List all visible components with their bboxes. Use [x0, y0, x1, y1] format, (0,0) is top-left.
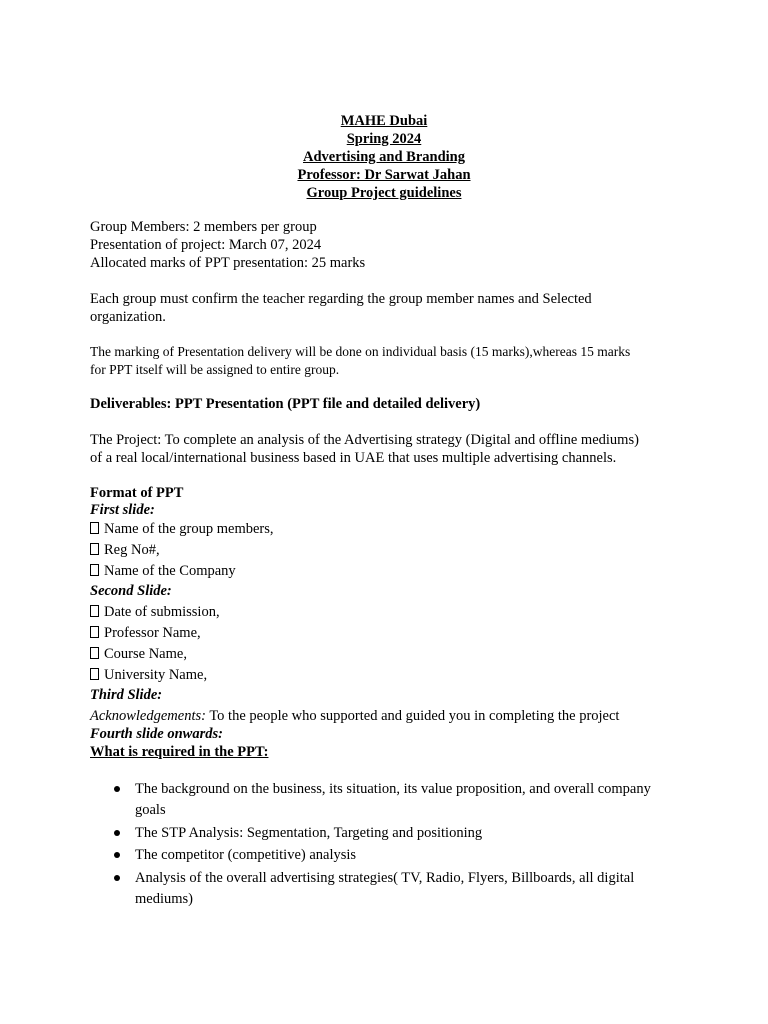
presentation-date-text: Presentation of project: March 07, 2024: [90, 237, 322, 253]
second-slide-label: Second Slide:: [90, 583, 172, 600]
header-institution: MAHE Dubai: [340, 113, 428, 129]
project-line-1: The Project: To complete an analysis of the Advertising strategy (Digital and offline mediums): [90, 432, 639, 448]
acknowledgements-label: Acknowledgements:: [90, 708, 206, 725]
checkbox-icon: [90, 668, 99, 680]
list-item: The STP Analysis: Segmentation, Targeting and positioning: [112, 823, 692, 844]
marking-line-2: for PPT itself will be assigned to entire group.: [90, 362, 340, 377]
project-line-2: of a real local/international business based in UAE that uses multiple advertising channels.: [90, 450, 617, 466]
marking-line-1: The marking of Presentation delivery will be done on individual basis (15 marks),whereas 15 marks: [90, 344, 631, 359]
first-slide-item: Name of the group members,: [90, 519, 690, 540]
acknowledgements-line: [90, 706, 690, 726]
acknowledgements-text: To the people who supported and guided you in completing the project: [205, 708, 620, 725]
first-slide-label: First slide:: [90, 502, 155, 518]
list-item: Analysis of the overall advertising strategies( TV, Radio, Flyers, Billboards, all digital mediums): [112, 868, 692, 910]
project-paragraph: [90, 431, 690, 467]
third-slide-label: Third Slide:: [90, 687, 163, 704]
document-header: [0, 112, 768, 202]
header-title: Group Project guidelines: [306, 185, 462, 201]
second-slide-item: Professor Name,: [90, 623, 690, 644]
required-heading: What is required in the PPT:: [90, 744, 269, 761]
bullet-icon: [114, 875, 120, 881]
confirm-line-2: organization.: [90, 309, 166, 325]
second-slide-item: Course Name,: [90, 644, 690, 665]
checkbox-icon: [90, 522, 99, 534]
project-info: [90, 218, 690, 272]
first-slide-item: Name of the Company: [90, 561, 690, 582]
list-item: The background on the business, its situation, its value proposition, and overall company goals: [112, 779, 692, 821]
bullet-icon: [114, 830, 120, 836]
header-term: Spring 2024: [346, 131, 422, 147]
allocated-marks-text: Allocated marks of PPT presentation: 25 marks: [90, 255, 366, 271]
marking-paragraph: [90, 343, 690, 379]
list-item: The competitor (competitive) analysis: [112, 845, 692, 866]
requirements-list: [112, 779, 692, 911]
fourth-slide-label: Fourth slide onwards:: [90, 726, 223, 743]
ppt-format-section: [90, 485, 690, 761]
header-professor: Professor: Dr Sarwat Jahan: [297, 167, 471, 183]
header-course: Advertising and Branding: [303, 149, 465, 165]
format-title: Format of PPT: [90, 485, 184, 501]
checkbox-icon: [90, 564, 99, 576]
group-members-text: Group Members: 2 members per group: [90, 219, 317, 235]
checkbox-icon: [90, 605, 99, 617]
checkbox-icon: [90, 543, 99, 555]
confirm-line-1: Each group must confirm the teacher regarding the group member names and Selected: [90, 291, 592, 307]
bullet-icon: [114, 786, 120, 792]
first-slide-item: Reg No#,: [90, 540, 690, 561]
second-slide-item: Date of submission,: [90, 602, 690, 623]
bullet-icon: [114, 852, 120, 858]
deliverables-heading: Deliverables: PPT Presentation (PPT file and detailed delivery): [90, 396, 481, 412]
checkbox-icon: [90, 647, 99, 659]
confirm-paragraph: [90, 290, 690, 326]
second-slide-item: University Name,: [90, 665, 690, 686]
checkbox-icon: [90, 626, 99, 638]
